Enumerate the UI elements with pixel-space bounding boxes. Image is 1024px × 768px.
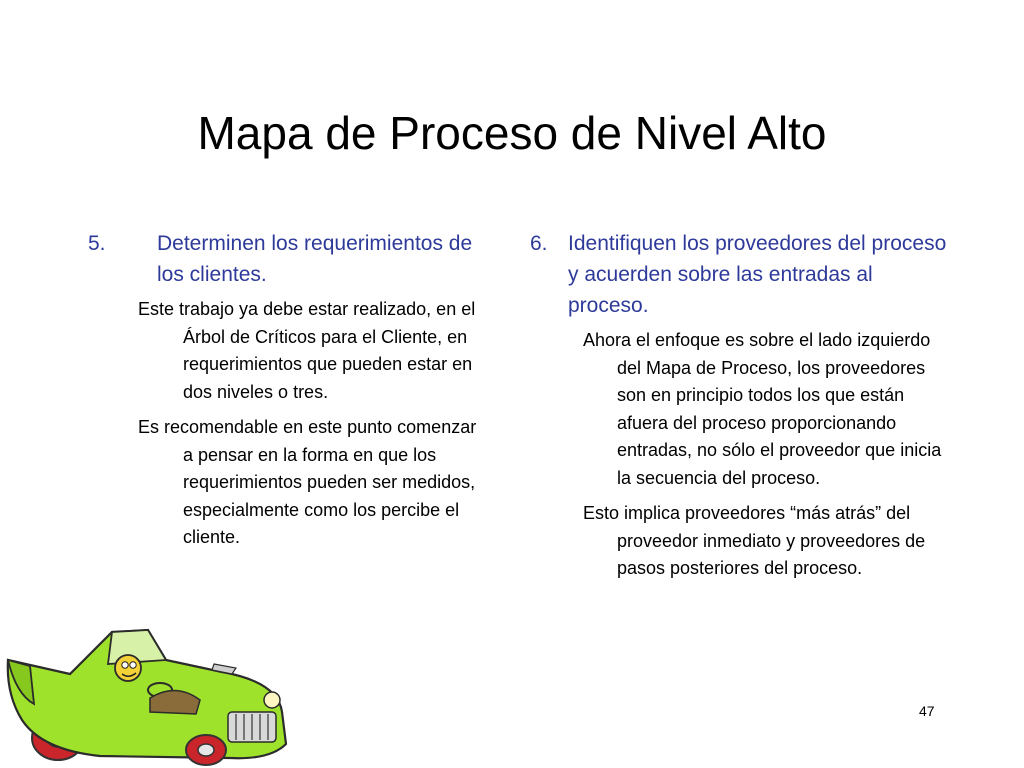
right-heading-text: Identifiquen los proveedores del proceso y acuerden sobre las entradas al proceso. — [568, 232, 947, 317]
headlight — [264, 692, 280, 708]
left-heading — [88, 228, 488, 290]
slide-title: Mapa de Proceso de Nivel Alto — [197, 107, 827, 159]
driver-eye — [122, 662, 128, 668]
right-heading — [530, 228, 950, 321]
left-heading-text: Determinen los requerimientos de los clientes. — [157, 232, 473, 286]
right-paragraphs — [530, 327, 950, 583]
left-paragraph-2: Es recomendable en este punto comenzar a pensar en la forma en que los requerimientos pueden ser medidos, especialmente como los percibe el cliente. — [138, 417, 477, 547]
left-column — [88, 228, 488, 560]
left-paragraph-1: Este trabajo ya debe estar realizado, en el Árbol de Críticos para el Cliente, en requerimientos que pueden estar en dos niveles o tres. — [138, 299, 476, 402]
left-item-number: 5. — [88, 232, 106, 255]
right-paragraph-2: Esto implica proveedores “más atrás” del proveedor inmediato y proveedores de pasos posteriores del proceso. — [583, 503, 926, 578]
driver-head — [115, 655, 141, 681]
right-item-number: 6. — [530, 232, 548, 255]
cartoon-car-icon — [0, 608, 300, 768]
left-paragraphs — [88, 296, 488, 552]
driver-eye — [130, 662, 136, 668]
right-paragraph-1: Ahora el enfoque es sobre el lado izquierdo del Mapa de Proceso, los proveedores son en principio todos los que están afuera del proceso proporcionando entradas, no sólo el proveedor que inicia la secuencia del proceso. — [583, 330, 942, 488]
right-column — [530, 228, 950, 591]
front-hubcap — [198, 744, 214, 756]
page-number: 47 — [919, 703, 935, 719]
